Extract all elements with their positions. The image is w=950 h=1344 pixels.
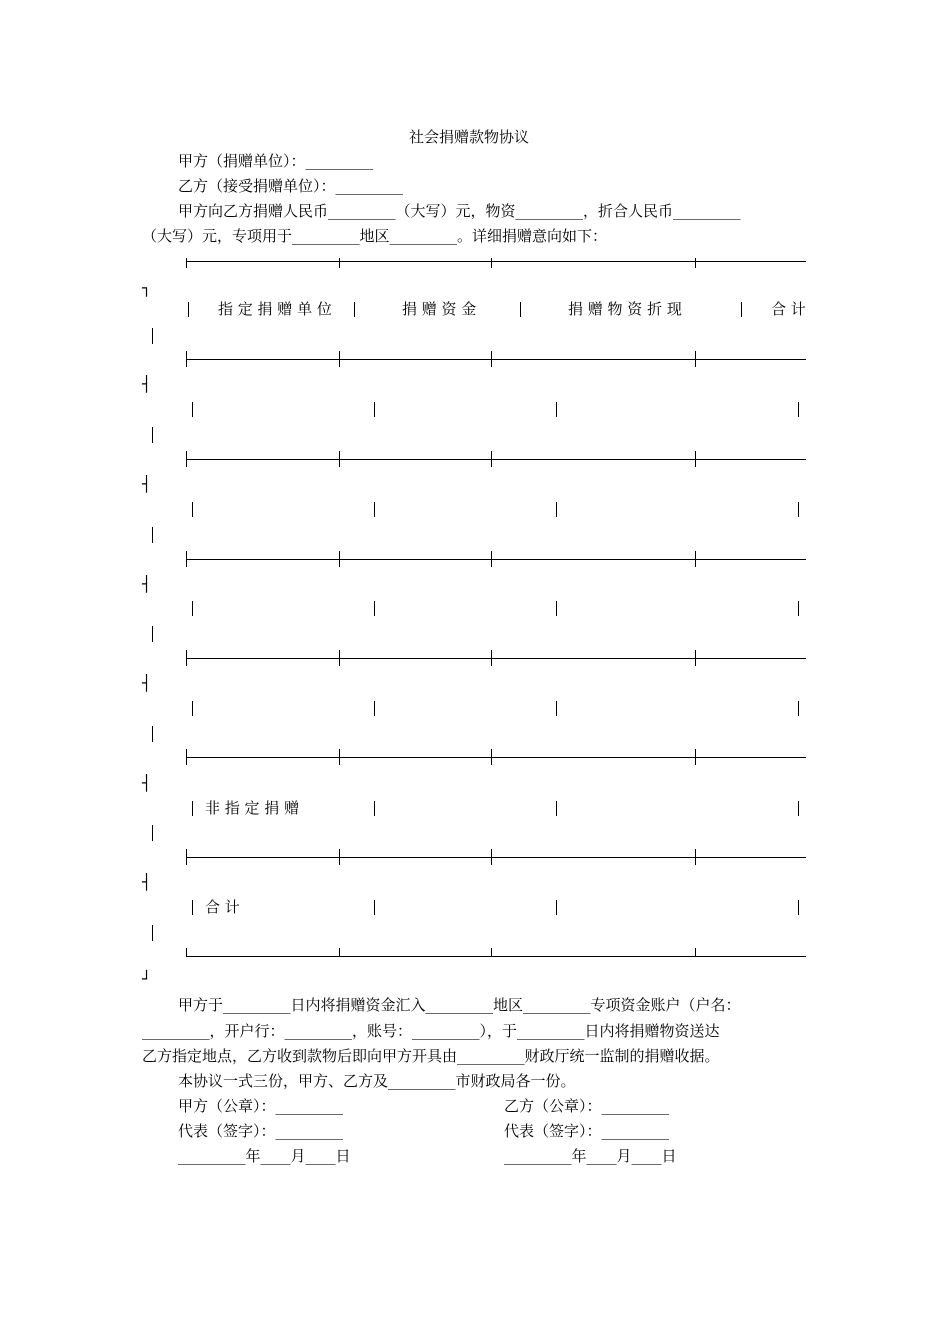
rule-tick <box>695 551 696 567</box>
corner-glyph: ┤ <box>142 475 152 493</box>
cell-divider <box>741 302 742 317</box>
body-line-3: 乙方指定地点，乙方收到款物后即向甲方开具由_________财政厅统一监制的捐赠收据。 <box>142 1047 720 1065</box>
rule-tick <box>695 351 696 367</box>
body-line-1: 甲方于_________日内将捐赠资金汇入_________地区_________专项资金账户（户名： <box>178 996 741 1014</box>
cell-divider <box>798 701 799 716</box>
cell-divider <box>374 701 375 716</box>
table-row-label: 合 计 <box>205 898 240 916</box>
cell-divider <box>192 402 193 417</box>
cell-divider <box>556 402 557 417</box>
cell-divider <box>798 900 799 915</box>
rule-tick <box>339 849 340 865</box>
cell-divider <box>374 801 375 816</box>
table-rule <box>186 359 806 360</box>
cell-divider <box>192 900 193 915</box>
table-rule <box>186 559 806 560</box>
header-total: 合 计 <box>771 300 806 318</box>
rule-tick <box>491 849 492 865</box>
corner-glyph: ┘ <box>142 970 152 988</box>
rule-tick <box>339 451 340 467</box>
rule-tick <box>186 650 187 666</box>
rule-tick <box>339 749 340 765</box>
corner-glyph: ┤ <box>142 674 152 692</box>
rule-tick <box>186 948 187 957</box>
cell-divider <box>556 502 557 517</box>
wrap-bar <box>152 825 153 841</box>
cell-divider <box>192 601 193 616</box>
document-title: 社会捐赠款物协议 <box>409 128 530 146</box>
wrap-bar <box>152 626 153 642</box>
party-a-representative: 代表（签字）：_________ <box>178 1122 344 1140</box>
rule-tick <box>695 650 696 666</box>
rule-tick <box>491 948 492 957</box>
header-goods-value: 捐 赠 物 资 折 现 <box>568 300 682 318</box>
body-line-2: _________，开户行：_________，账号：_________），于_________日内将捐赠物资送达 <box>142 1022 720 1040</box>
cell-divider <box>374 502 375 517</box>
rule-tick <box>186 258 187 268</box>
cell-divider <box>374 900 375 915</box>
rule-tick <box>186 451 187 467</box>
party-b-line: 乙方（接受捐赠单位）：_________ <box>178 177 404 195</box>
rule-tick <box>491 749 492 765</box>
corner-glyph: ┤ <box>142 375 152 393</box>
table-rule <box>186 658 806 659</box>
rule-tick <box>339 650 340 666</box>
rule-tick <box>695 849 696 865</box>
intro-line-1: 甲方向乙方捐赠人民币_________（大写）元，物资_________，折合人民币_________ <box>178 202 741 220</box>
table-row-label: 非 指 定 捐 赠 <box>205 799 300 817</box>
table-rule-bottom <box>186 956 806 957</box>
cell-divider <box>192 801 193 816</box>
cell-divider <box>188 302 189 317</box>
wrap-bar <box>152 328 153 344</box>
cell-divider <box>374 601 375 616</box>
cell-divider <box>192 502 193 517</box>
rule-tick <box>186 849 187 865</box>
intro-line-2: （大写）元，专项用于_________地区_________。详细捐赠意向如下： <box>142 227 608 245</box>
cell-divider <box>556 900 557 915</box>
cell-divider <box>798 601 799 616</box>
table-rule-top <box>186 261 806 262</box>
party-b-date: _________年____月____日 <box>504 1147 677 1165</box>
rule-tick <box>186 551 187 567</box>
party-a-date: _________年____月____日 <box>178 1147 351 1165</box>
wrap-bar <box>152 925 153 941</box>
cell-divider <box>520 302 521 317</box>
wrap-bar <box>152 726 153 742</box>
corner-glyph: ┤ <box>142 873 152 891</box>
rule-tick <box>186 351 187 367</box>
cell-divider <box>798 502 799 517</box>
rule-tick <box>491 451 492 467</box>
table-rule <box>186 857 806 858</box>
party-b-seal: 乙方（公章）：_________ <box>504 1097 670 1115</box>
table-rule <box>186 757 806 758</box>
cell-divider <box>798 801 799 816</box>
corner-glyph: ┤ <box>142 774 152 792</box>
rule-tick <box>491 551 492 567</box>
rule-tick <box>491 351 492 367</box>
header-funds: 捐 赠 资 金 <box>402 300 477 318</box>
corner-glyph: ┐ <box>142 279 152 297</box>
cell-divider <box>192 701 193 716</box>
cell-divider <box>556 701 557 716</box>
cell-divider <box>798 402 799 417</box>
party-a-line: 甲方（捐赠单位）：_________ <box>178 152 374 170</box>
rule-tick <box>339 351 340 367</box>
corner-glyph: ┤ <box>142 575 152 593</box>
table-rule <box>186 459 806 460</box>
cell-divider <box>556 801 557 816</box>
rule-tick <box>695 258 696 268</box>
rule-tick <box>339 948 340 957</box>
rule-tick <box>491 650 492 666</box>
cell-divider <box>374 402 375 417</box>
wrap-bar <box>152 427 153 443</box>
cell-divider <box>354 302 355 317</box>
rule-tick <box>491 258 492 268</box>
cell-divider <box>556 601 557 616</box>
copies-line: 本协议一式三份，甲方、乙方及_________市财政局各一份。 <box>178 1072 576 1090</box>
rule-tick <box>695 948 696 957</box>
rule-tick <box>339 258 340 268</box>
party-a-seal: 甲方（公章）：_________ <box>178 1097 344 1115</box>
header-designated-unit: 指 定 捐 赠 单 位 <box>218 300 332 318</box>
rule-tick <box>695 451 696 467</box>
party-b-representative: 代表（签字）：_________ <box>504 1122 670 1140</box>
rule-tick <box>339 551 340 567</box>
wrap-bar <box>152 527 153 543</box>
rule-tick <box>186 749 187 765</box>
rule-tick <box>695 749 696 765</box>
